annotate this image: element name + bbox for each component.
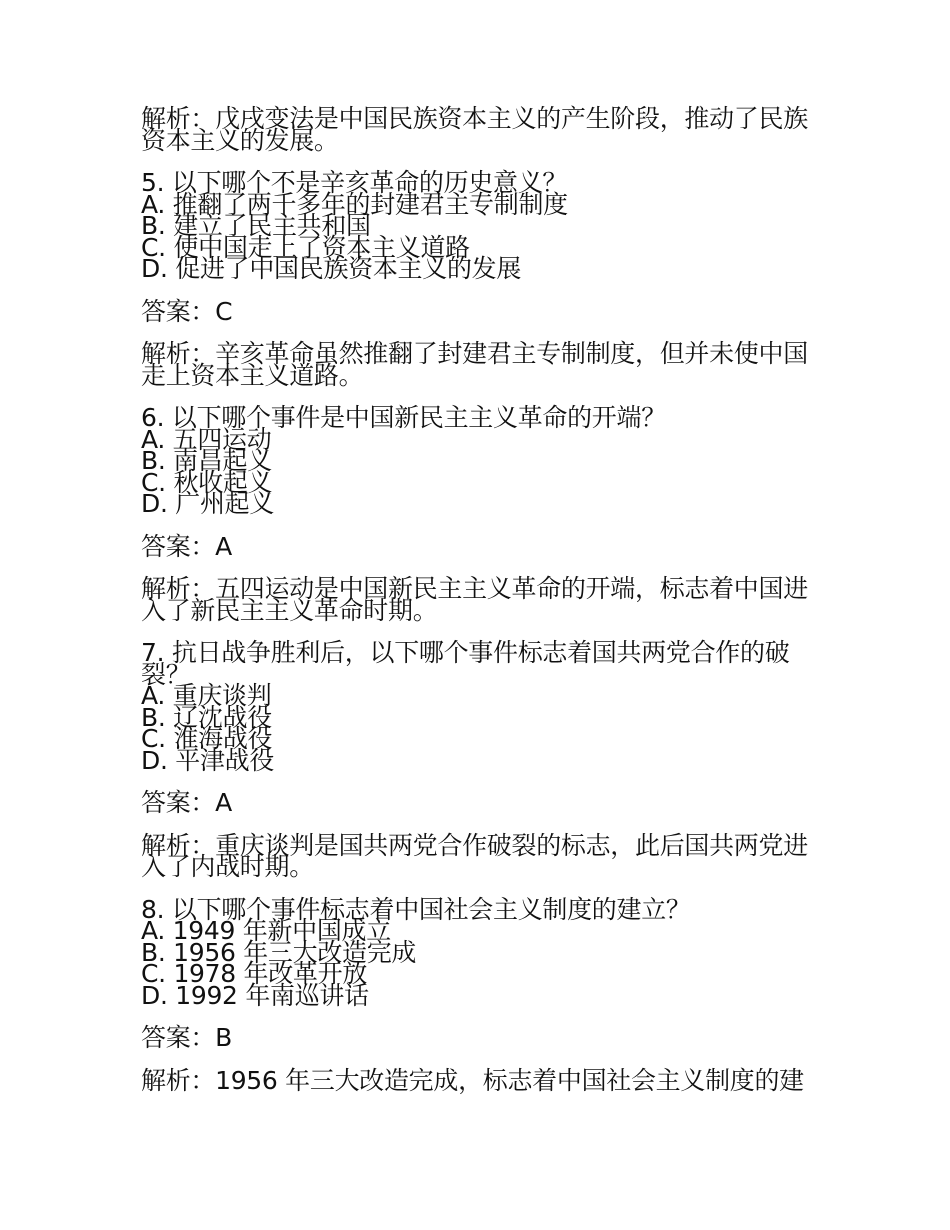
answer-text: 答案：A [141, 531, 232, 561]
option-b: B. 辽沈战役 [141, 702, 272, 732]
question-8 [141, 894, 821, 1010]
option-d: D. 平津战役 [141, 745, 275, 775]
answer-text: 答案：B [141, 1023, 232, 1052]
option-c: C. 淮海战役 [141, 724, 273, 753]
question-text: 5. 以下哪个不是辛亥革命的历史意义？ [141, 168, 568, 197]
analysis-line: 入了新民主主义革命时期。 [141, 595, 438, 625]
answer-line [141, 1023, 821, 1052]
analysis-line: 走上资本主义道路。 [141, 360, 364, 390]
analysis-paragraph [141, 574, 821, 625]
option-a: A. 1949 年新中国成立 [141, 916, 391, 945]
option-b: B. 1956 年三大改造完成 [141, 937, 417, 967]
question-6 [141, 403, 821, 518]
analysis-line: 解析：辛亥革命虽然推翻了封建君主专制制度，但并未使中国 [141, 339, 808, 368]
answer-line [141, 296, 821, 326]
analysis-line: 解析：1956 年三大改造完成，标志着中国社会主义制度的建 [141, 1065, 804, 1095]
option-b: B. 建立了民主共和国 [141, 211, 371, 240]
answer-text: 答案：A [141, 788, 232, 817]
analysis-paragraph [141, 1065, 821, 1095]
question-text: 8. 以下哪个事件标志着中国社会主义制度的建立？ [141, 894, 691, 924]
question-5 [141, 168, 821, 283]
option-a: A. 五四运动 [141, 424, 272, 454]
answer-line [141, 788, 821, 817]
question-text: 7. 抗日战争胜利后，以下哪个事件标志着国共两党合作的破 [141, 638, 790, 667]
option-d: D. 1992 年南巡讲话 [141, 980, 369, 1010]
analysis-line: 解析：重庆谈判是国共两党合作破裂的标志，此后国共两党进 [141, 830, 808, 860]
analysis-line: 入了内战时期。 [141, 852, 314, 881]
question-text: 裂？ [141, 659, 191, 689]
analysis-line: 解析：戊戌变法是中国民族资本主义的产生阶段，推动了民族 [141, 104, 808, 133]
option-c: C. 使中国走上了资本主义道路 [141, 232, 470, 262]
quiz-content [141, 104, 821, 1095]
answer-line [141, 531, 821, 561]
analysis-line: 解析：五四运动是中国新民主主义革命的开端，标志着中国进 [141, 574, 808, 603]
analysis-paragraph [141, 830, 821, 881]
option-a: A. 重庆谈判 [141, 681, 272, 710]
question-text: 6. 以下哪个事件是中国新民主主义革命的开端？ [141, 403, 666, 432]
option-c: C. 1978 年改革开放 [141, 959, 368, 988]
question-7 [141, 638, 821, 775]
option-a: A. 推翻了两千多年的封建君主专制制度 [141, 189, 568, 219]
option-c: C. 秋收起义 [141, 467, 273, 497]
option-d: D. 广州起义 [141, 489, 275, 518]
analysis-paragraph [141, 104, 821, 155]
option-b: B. 南昌起义 [141, 446, 272, 475]
analysis-line: 资本主义的发展。 [141, 125, 339, 155]
answer-text: 答案：C [141, 296, 233, 326]
option-d: D. 促进了中国民族资本主义的发展 [141, 254, 522, 283]
analysis-paragraph [141, 339, 821, 390]
